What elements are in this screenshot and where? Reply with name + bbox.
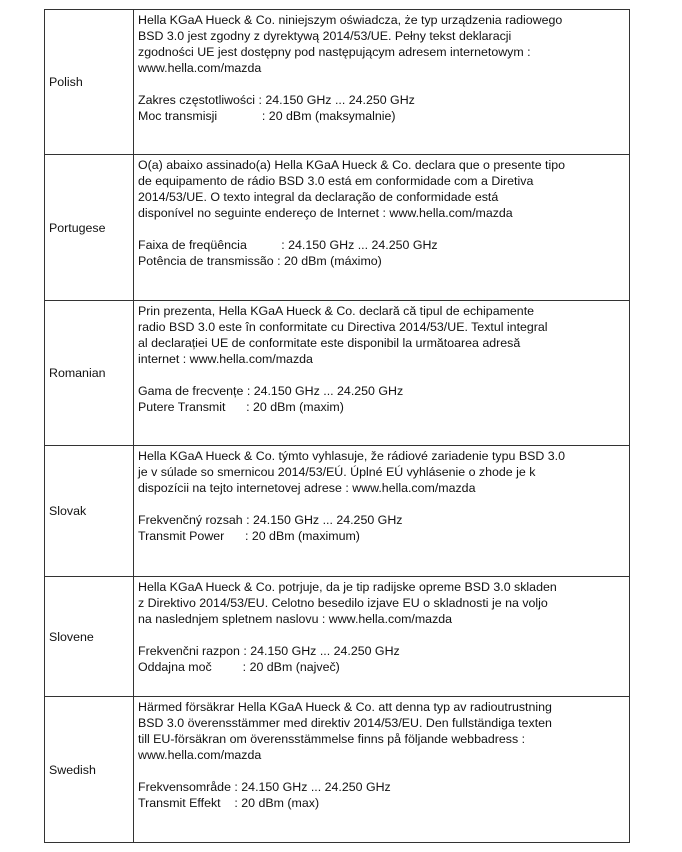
language-cell: Slovak xyxy=(45,446,134,577)
paragraph-line: www.hella.com/mazda xyxy=(138,748,262,762)
declaration-text-cell xyxy=(134,697,630,843)
paragraph-spacer xyxy=(138,76,625,92)
paragraph-line: 2014/53/UE. O texto integral da declaração de conformidade está xyxy=(138,190,499,204)
paragraph-line: dispozícii na tejto internetovej adrese : www.hella.com/mazda xyxy=(138,481,476,495)
frequency-range-line: Frekvensområde : 24.150 GHz ... 24.250 GHz xyxy=(138,780,391,794)
transmit-power-line: Transmit Power : 20 dBm (maximum) xyxy=(138,529,360,543)
paragraph-line: al declarației UE de conformitate este disponibil la următoarea adresă xyxy=(138,336,521,350)
paragraph-line: de equipamento de rádio BSD 3.0 está em conformidade com a Diretiva xyxy=(138,174,534,188)
table-row xyxy=(45,301,630,446)
paragraph-line: Hella KGaA Hueck & Co. potrjuje, da je tip radijske opreme BSD 3.0 skladen xyxy=(138,580,557,594)
paragraph-line: zgodności UE jest dostępny pod następującym adresem internetowym : xyxy=(138,45,531,59)
language-cell: Polish xyxy=(45,10,134,155)
paragraph-line: O(a) abaixo assinado(a) Hella KGaA Hueck & Co. declara que o presente tipo xyxy=(138,158,566,172)
paragraph-line: Hella KGaA Hueck & Co. týmto vyhlasuje, že rádiové zariadenie typu BSD 3.0 xyxy=(138,449,565,463)
language-cell: Portugese xyxy=(45,155,134,301)
language-cell: Romanian xyxy=(45,301,134,446)
transmit-power-line: Potência de transmissão : 20 dBm (máximo) xyxy=(138,254,382,268)
frequency-range-line: Zakres częstotliwości : 24.150 GHz ... 24.250 GHz xyxy=(138,93,415,107)
paragraph-spacer xyxy=(138,763,625,779)
paragraph-spacer xyxy=(138,496,625,512)
declaration-text-cell xyxy=(134,301,630,446)
transmit-power-line: Transmit Effekt : 20 dBm (max) xyxy=(138,796,320,810)
paragraph-line: www.hella.com/mazda xyxy=(138,61,262,75)
paragraph-line: radio BSD 3.0 este în conformitate cu Directiva 2014/53/UE. Textul integral xyxy=(138,320,548,334)
declaration-text-cell xyxy=(134,577,630,697)
paragraph-line: na naslednjem spletnem naslovu : www.hella.com/mazda xyxy=(138,612,453,626)
transmit-power-line: Putere Transmit : 20 dBm (maxim) xyxy=(138,400,344,414)
table-row xyxy=(45,577,630,697)
paragraph-line: BSD 3.0 överensstämmer med direktiv 2014/53/EU. Den fullständiga texten xyxy=(138,716,552,730)
frequency-range-line: Frekvenčný rozsah : 24.150 GHz ... 24.250 GHz xyxy=(138,513,403,527)
frequency-range-line: Frekvenčni razpon : 24.150 GHz ... 24.250 GHz xyxy=(138,644,400,658)
frequency-range-line: Faixa de freqüência : 24.150 GHz ... 24.250 GHz xyxy=(138,238,438,252)
transmit-power-line: Moc transmisji : 20 dBm (maksymalnie) xyxy=(138,109,396,123)
table-row xyxy=(45,446,630,577)
paragraph-line: je v súlade so smernicou 2014/53/EÚ. Úplné EÚ vyhlásenie o zhode je k xyxy=(138,465,536,479)
declaration-text-cell xyxy=(134,155,630,301)
language-cell: Swedish xyxy=(45,697,134,843)
paragraph-spacer xyxy=(138,221,625,237)
frequency-range-line: Gama de frecvențe : 24.150 GHz ... 24.250 GHz xyxy=(138,384,404,398)
paragraph-line: z Direktivo 2014/53/EU. Celotno besedilo izjave EU o skladnosti je na voljo xyxy=(138,596,548,610)
paragraph-line: Härmed försäkrar Hella KGaA Hueck & Co. att denna typ av radioutrustning xyxy=(138,700,552,714)
paragraph-spacer xyxy=(138,627,625,643)
table-row xyxy=(45,697,630,843)
declaration-table xyxy=(44,9,630,843)
paragraph-line: disponível no seguinte endereço de Internet : www.hella.com/mazda xyxy=(138,206,513,220)
paragraph-line: BSD 3.0 jest zgodny z dyrektywą 2014/53/UE. Pełny tekst deklaracji xyxy=(138,29,512,43)
table-row xyxy=(45,10,630,155)
paragraph-line: Hella KGaA Hueck & Co. niniejszym oświadcza, że typ urządzenia radiowego xyxy=(138,13,563,27)
paragraph-line: internet : www.hella.com/mazda xyxy=(138,352,313,366)
language-cell: Slovene xyxy=(45,577,134,697)
declaration-text-cell xyxy=(134,446,630,577)
declaration-text-cell xyxy=(134,10,630,155)
paragraph-line: till EU-försäkran om överensstämmelse finns på följande webbadress : xyxy=(138,732,526,746)
table-row xyxy=(45,155,630,301)
transmit-power-line: Oddajna moč : 20 dBm (največ) xyxy=(138,660,340,674)
paragraph-spacer xyxy=(138,367,625,383)
paragraph-line: Prin prezenta, Hella KGaA Hueck & Co. declară că tipul de echipamente xyxy=(138,304,535,318)
